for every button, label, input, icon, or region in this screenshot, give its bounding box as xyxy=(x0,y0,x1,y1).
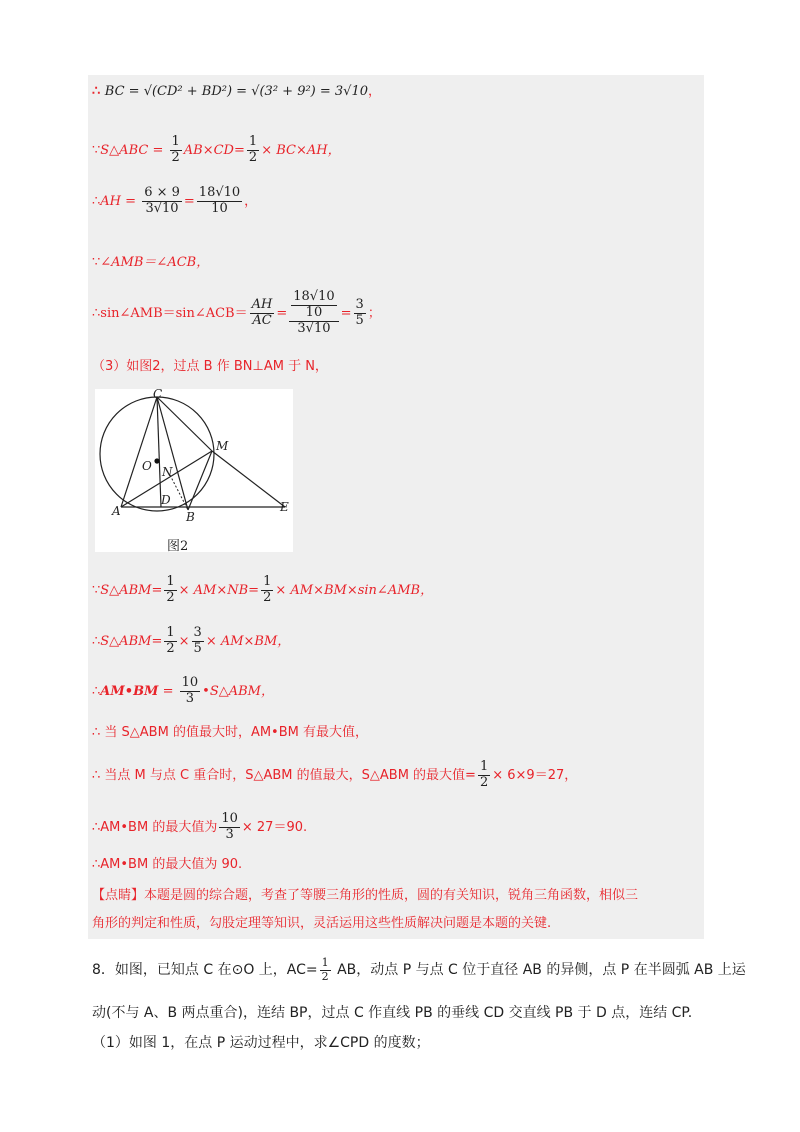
solution-line-2: ∵S△ABC = $\frac{1}{2}$ AB×CD= $\frac{1}{2}$ × BC×AH， xyxy=(92,134,341,165)
fraction-half: $\frac{1}{2}$ xyxy=(263,574,272,605)
figure-2 xyxy=(95,389,293,552)
solution-line-10: ∴ 当 S△ABM 的值最大时，AM•BM 有最大值， xyxy=(92,725,368,740)
fraction-three-fifths: $\frac{3}{5}$ xyxy=(355,296,364,328)
solution-line-13: ∴AM•BM 的最大值为 90. xyxy=(92,857,243,872)
solution-line-8: ∴S△ABM= $\frac{1}{2}$ × $\frac{3}{5}$ × AM×BM， xyxy=(92,625,291,656)
solution-line-11: ∴ 当点 M 与点 C 重合时，S△ABM 的值最大，S△ABM 的最大值= $\frac{1}{2}$ × 6×9＝27， xyxy=(92,759,578,790)
solution-line-5: ∴sin∠AMB＝sin∠ACB＝ $\frac{AH}{AC}$ = $\frac{\frac{18√10}{10}}{3√10}$ = $\frac{3}{5}$ ； xyxy=(92,289,381,336)
fraction-three-fifths: $\frac{3}{5}$ xyxy=(193,625,202,656)
circle-diagram xyxy=(95,389,293,552)
key-point-line-2: 角形的判定和性质，勾股定理等知识，灵活运用这些性质解决问题是本题的关键. xyxy=(92,916,552,931)
therefore-sign: ∴ xyxy=(92,84,105,99)
label-d: D xyxy=(161,493,171,507)
bc-formula: BC = √(CD² + BD²) = √(3² + 9²) = 3√10 xyxy=(104,84,369,99)
fraction-half: $\frac{1}{2}$ xyxy=(171,134,180,165)
question-8-line-1: 8．如图，已知点 C 在⊙O 上，AC= $\frac{1}{2}$ AB，动点 P 与点 C 位于直径 AB 的异侧，点 P 在半圆弧 AB 上运 xyxy=(92,956,746,983)
fraction-ah-ac: $\frac{AH}{AC}$ xyxy=(251,296,273,328)
solution-line-3: ∴AH = $\frac{6 \times 9}{3√10}$ = $\frac{18√10}{10}$ ， xyxy=(92,185,258,216)
question-8-part-1: （1）如图 1，在点 P 运动过程中，求∠CPD 的度数； xyxy=(92,1035,430,1051)
fraction-ah-1: $\frac{6 \times 9}{3√10}$ xyxy=(144,185,180,216)
fraction-half: $\frac{1}{2}$ xyxy=(321,956,329,983)
solution-line-12: ∴AM•BM 的最大值为 $\frac{10}{3}$ × 27＝90. xyxy=(92,811,308,842)
label-a: A xyxy=(112,504,121,518)
key-point-line-1: 【点睛】本题是圆的综合题，考查了等腰三角形的性质，圆的有关知识，锐角三角函数，相似三 xyxy=(92,888,639,903)
figure-caption: 图2 xyxy=(167,539,189,554)
label-b: B xyxy=(186,510,195,524)
fraction-half: $\frac{1}{2}$ xyxy=(248,134,258,165)
solution-line-4: ∵∠AMB＝∠ACB， xyxy=(92,255,210,270)
fraction-ten-thirds: $\frac{10}{3}$ xyxy=(221,811,238,842)
label-c: C xyxy=(153,387,163,401)
fraction-ah-2: $\frac{18√10}{10}$ xyxy=(198,185,241,216)
solution-line-9: ∴AM•BM = $\frac{10}{3}$ •S△ABM， xyxy=(92,675,274,706)
solution-line-7: ∵S△ABM= $\frac{1}{2}$ × AM×NB= $\frac{1}{2}$ × AM×BM×sin∠AMB， xyxy=(92,574,434,605)
label-e: E xyxy=(280,500,289,514)
label-n: N xyxy=(162,465,173,479)
label-o: O xyxy=(142,459,152,473)
fraction-half: $\frac{1}{2}$ xyxy=(166,574,175,605)
question-8-line-2: 动(不与 A、B 两点重合)，连结 BP，过点 C 作直线 PB 的垂线 CD 交直线 PB 于 D 点，连结 CP. xyxy=(92,1005,693,1021)
fraction-half: $\frac{1}{2}$ xyxy=(479,759,489,790)
fraction-nested: $\frac{\frac{18√10}{10}}{3√10}$ xyxy=(289,290,338,337)
label-m: M xyxy=(216,439,229,453)
fraction-ten-thirds: $\frac{10}{3}$ xyxy=(181,675,199,706)
solution-line-6: （3）如图2，过点 B 作 BN⊥AM 于 N， xyxy=(92,359,328,374)
fraction-half: $\frac{1}{2}$ xyxy=(166,625,175,656)
solution-line-1: ∴ BC = √(CD² + BD²) = √(3² + 9²) = 3√10， xyxy=(92,84,382,99)
